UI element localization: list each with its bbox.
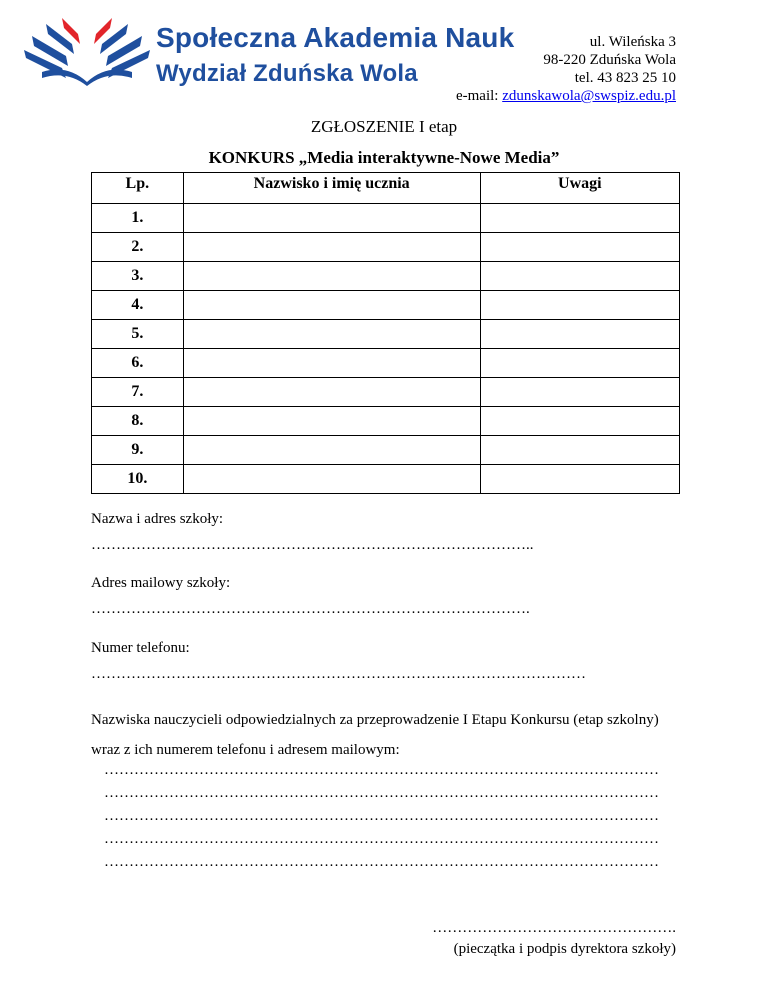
row-number: 2. [92,233,184,262]
notes-cell[interactable] [480,465,679,494]
email-link[interactable]: zdunskawola@swspiz.edu.pl [502,88,676,104]
notes-cell[interactable] [480,262,679,291]
table-row [92,349,680,378]
phone-label: Numer telefonu: [91,640,190,656]
phone-field[interactable]: ……………………………………………………………………………………… [91,666,586,682]
notes-cell[interactable] [480,407,679,436]
student-name-cell[interactable] [183,378,480,407]
table-row [92,291,680,320]
teacher-line[interactable]: ………………………………………………………………………………………………… [104,762,659,778]
notes-cell[interactable] [480,204,679,233]
table-row [92,233,680,262]
row-number: 4. [92,291,184,320]
teacher-line[interactable]: ………………………………………………………………………………………………… [104,808,659,824]
row-number: 5. [92,320,184,349]
student-name-cell[interactable] [183,233,480,262]
teachers-label: Nazwiska nauczycieli odpowiedzialnych za przeprowadzenie I Etapu Konkursu (etap szkolny) wraz z ich numerem telefonu i adresem mailowym: [91,712,659,758]
table-row [92,465,680,494]
header-notes: Uwagi [480,173,679,204]
row-number: 1. [92,204,184,233]
table-row [92,262,680,291]
row-number: 8. [92,407,184,436]
students-table [91,172,680,494]
notes-cell[interactable] [480,233,679,262]
email-line [456,87,676,105]
school-email-label: Adres mailowy szkoły: [91,575,231,591]
notes-cell[interactable] [480,349,679,378]
email-label: e-mail: [455,88,499,104]
table-header-row [92,173,680,204]
form-title: ZGŁOSZENIE I etap [310,117,458,136]
table-row [92,204,680,233]
phone-number: tel. 43 823 25 10 [574,70,676,86]
row-number: 10. [92,465,184,494]
student-name-cell[interactable] [183,291,480,320]
teacher-line[interactable]: ………………………………………………………………………………………………… [104,854,659,870]
student-name-cell[interactable] [183,204,480,233]
street-address: ul. Wileńska 3 [589,34,676,50]
teacher-line[interactable]: ………………………………………………………………………………………………… [104,785,659,801]
table-row [92,320,680,349]
notes-cell[interactable] [480,436,679,465]
signature-line[interactable]: …………………………………………. [432,920,676,936]
table-row [92,378,680,407]
student-name-cell[interactable] [183,349,480,378]
signature-caption: (pieczątka i podpis dyrektora szkoły) [453,941,676,957]
notes-cell[interactable] [480,320,679,349]
notes-cell[interactable] [480,378,679,407]
open-book-logo-icon [22,16,152,86]
school-name-field[interactable]: …………………………………………………………………………….. [91,537,534,553]
postal-city: 98-220 Zduńska Wola [543,52,676,68]
logo-title: Społeczna Akademia Nauk [156,22,515,53]
row-number: 7. [92,378,184,407]
row-number: 9. [92,436,184,465]
row-number: 6. [92,349,184,378]
table-row [92,436,680,465]
row-number: 3. [92,262,184,291]
contact-address [456,33,676,105]
student-name-cell[interactable] [183,320,480,349]
logo-subtitle: Wydział Zduńska Wola [156,60,418,87]
table-row [92,407,680,436]
notes-cell[interactable] [480,291,679,320]
school-email-field[interactable]: ……………………………………………………………………………. [91,601,530,617]
teacher-line[interactable]: ………………………………………………………………………………………………… [104,831,659,847]
school-name-label: Nazwa i adres szkoły: [91,511,224,527]
student-name-cell[interactable] [183,407,480,436]
header-lp: Lp. [92,173,184,204]
student-name-cell[interactable] [183,262,480,291]
header-student-name: Nazwisko i imię ucznia [183,173,480,204]
student-name-cell[interactable] [183,436,480,465]
contest-name: KONKURS „Media interaktywne-Nowe Media” [208,148,560,167]
student-name-cell[interactable] [183,465,480,494]
